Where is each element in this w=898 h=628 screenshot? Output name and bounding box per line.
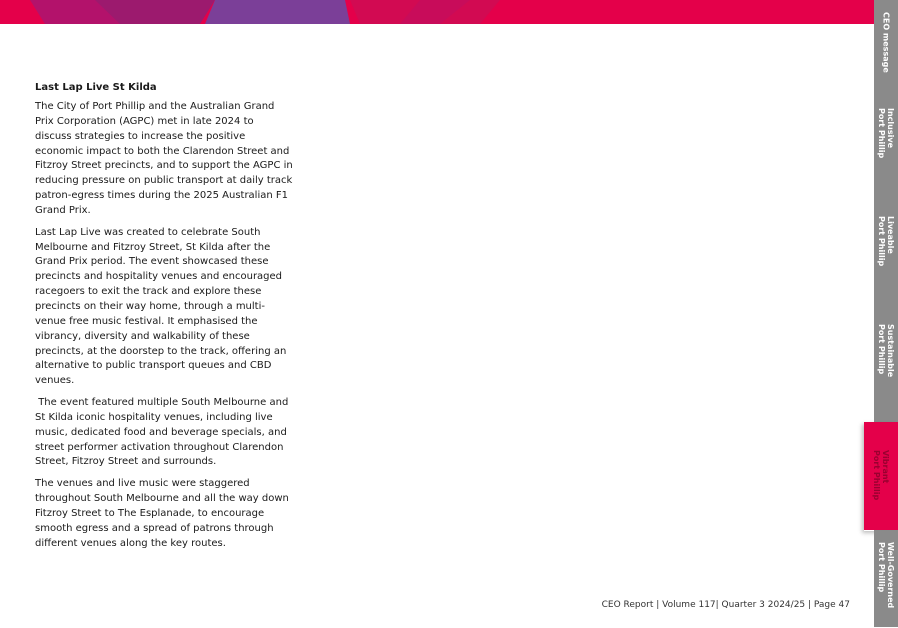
- article-paragraph: The City of Port Phillip and the Australian Grand Prix Corporation (AGPC) met in late 2024 to discuss strategies to increase the positive economic impact to both the Clarendon Street and Fitzroy Street precincts, and to support the AGPC in reducing pressure on public transport at daily track patron-egress times during the 2025 Australian F1 Grand Prix.: [35, 101, 296, 216]
- tab-label: Inclusive Port Phillip: [877, 108, 895, 159]
- article-paragraph: The venues and live music were staggered throughout South Melbourne and all the way down Fitzroy Street to The Esplanade, to encourage smooth egress and a spread of patrons through different venues along the key routes.: [35, 478, 293, 549]
- article-paragraph: The event featured multiple South Melbourne and St Kilda iconic hospitality venues, including live music, dedicated food and beverage specials, and street performer activation throughout Clarendon Street, Fitzroy Street and surrounds.: [35, 397, 292, 468]
- tab-liveable-port-phillip[interactable]: [874, 204, 898, 313]
- tab-label: CEO message: [881, 12, 891, 73]
- section-tabs: [874, 0, 898, 627]
- tab-sustainable-port-phillip[interactable]: [874, 312, 898, 423]
- tab-well-governed-port-phillip[interactable]: [874, 530, 898, 628]
- article: [35, 81, 296, 558]
- tab-ceo-message[interactable]: [874, 0, 898, 97]
- tab-inclusive-port-phillip[interactable]: [874, 96, 898, 205]
- page-footer: CEO Report | Volume 117| Quarter 3 2024/25 | Page 47: [601, 600, 850, 610]
- tab-label: Sustainable Port Phillip: [877, 324, 895, 378]
- tab-vibrant-port-phillip[interactable]: [864, 422, 898, 531]
- tab-label: Liveable Port Phillip: [877, 216, 895, 267]
- tab-label: Well-Governed Port Phillip: [877, 542, 895, 609]
- banner-graphic: [0, 0, 876, 24]
- article-heading: Last Lap Live St Kilda: [35, 82, 157, 93]
- tab-label: Vibrant Port Phillip: [872, 450, 890, 501]
- article-paragraph: Last Lap Live was created to celebrate South Melbourne and Fitzroy Street, St Kilda after the Grand Prix period. The event showcased these precincts and hospitality venues and encouraged racegoers to exit the track and explore these precincts on their way home, through a multi-venue free music festival. It emphasised the vibrancy, diversity and walkability of these precincts, at the doorstep to the track, offering an alternative to public transport queues and CBD venues.: [35, 226, 290, 387]
- top-banner: [0, 0, 876, 24]
